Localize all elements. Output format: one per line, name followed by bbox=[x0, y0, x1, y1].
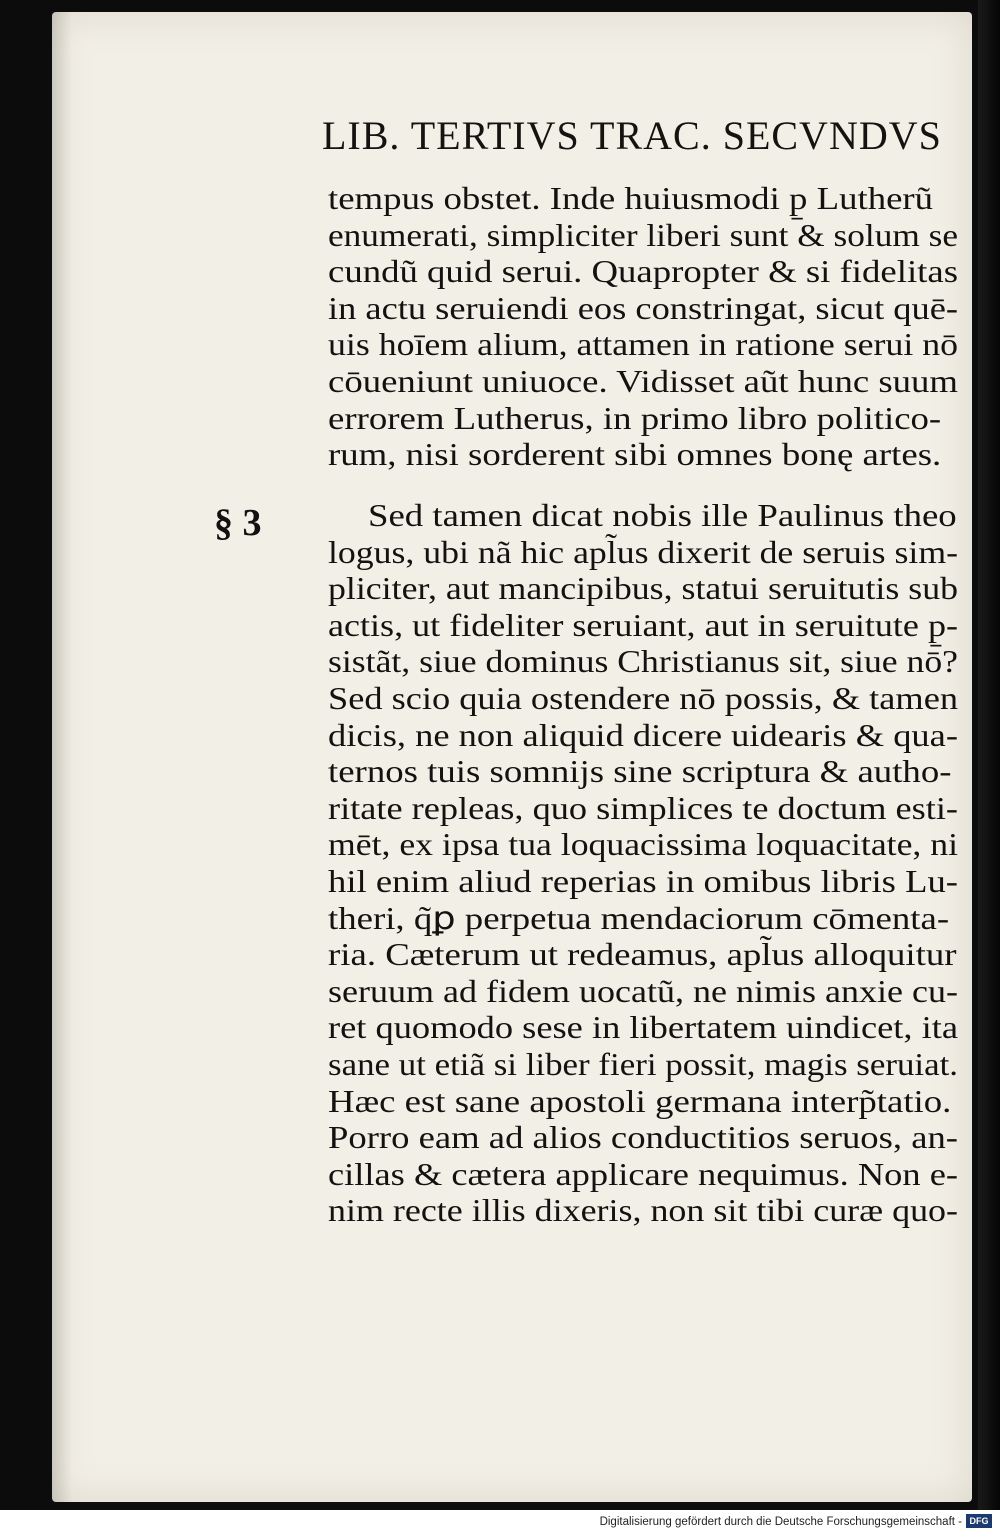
text-line: pliciter, aut mancipibus, statui seruitutis sub bbox=[328, 570, 958, 607]
text-line: mēt, ex ipsa tua loquacissima loquacitate, ni bbox=[328, 826, 959, 863]
text-line: cillas & cætera applicare nequimus. Non e- bbox=[328, 1155, 958, 1192]
text-line: dicis, ne non aliquid dicere uidearis & qua- bbox=[328, 716, 958, 753]
book-edge bbox=[978, 0, 1000, 1510]
text-line: enumerati, simpliciter liberi sunt & solum se bbox=[328, 216, 958, 253]
running-head: LIB. TERTIVS TRAC. SECVNDVS bbox=[322, 113, 942, 158]
text-line: theri, q̃ꝑ perpetua mendaciorum cōmenta- bbox=[328, 899, 950, 936]
text-line: rum, nisi sorderent sibi omnes bonę artes. bbox=[328, 436, 942, 473]
text-line: errorem Lutherus, in primo libro politico- bbox=[328, 399, 942, 436]
text-line: hil enim aliud reperias in omibus libris Lu- bbox=[328, 862, 958, 899]
text-line: nim recte illis dixeris, non sit tibi curæ quo- bbox=[328, 1192, 958, 1229]
paragraph-2 bbox=[328, 497, 958, 1229]
text-line: uis hoīem alium, attamen in ratione serui nō bbox=[328, 326, 958, 363]
text-line: Sed tamen dicat nobis ille Paulinus theo bbox=[368, 497, 957, 533]
text-line: Sed scio quia ostendere nō possis, & tamen bbox=[328, 679, 958, 716]
text-line: in actu seruiendi eos constringat, sicut quē- bbox=[328, 289, 958, 326]
text-line: tempus obstet. Inde huiusmodi p̱ Lutherũ bbox=[328, 180, 934, 216]
text-line: ret quomodo sese in libertatem uindicet, ita bbox=[328, 1009, 958, 1046]
text-line: ternos tuis somnijs sine scriptura & autho- bbox=[328, 753, 952, 790]
text-line: ria. Cæterum ut redeamus, apl̃us alloquitur bbox=[328, 936, 957, 973]
text-line: seruum ad fidem uocatũ, ne nimis anxie cu- bbox=[328, 972, 958, 1009]
text-line: sane ut etiã si liber fieri possit, magis seruiat. bbox=[328, 1045, 958, 1082]
dfg-logo: DFG bbox=[966, 1514, 992, 1528]
text-line: Porro eam ad alios conductitios seruos, an- bbox=[328, 1119, 958, 1156]
text-line: sistãt, siue dominus Christianus sit, siue nō? bbox=[328, 643, 958, 680]
text-line: Hæc est sane apostoli germana interp̃tatio. bbox=[328, 1082, 952, 1119]
text-line: cundũ quid serui. Quapropter & si fidelitas bbox=[328, 253, 958, 290]
text-line: cōueniunt uniuoce. Vidisset aũt hunc suum bbox=[328, 362, 958, 399]
text-line: logus, ubi nã hic apl̃us dixerit de seruis sim- bbox=[328, 533, 958, 570]
paragraph-1 bbox=[328, 180, 958, 473]
footer-credit: Digitalisierung gefördert durch die Deutsche Forschungsgemeinschaft - bbox=[599, 1516, 962, 1528]
text-line: actis, ut fideliter seruiant, aut in seruitute p̱- bbox=[328, 606, 958, 643]
text-line: ritate repleas, quo simplices te doctum esti- bbox=[328, 789, 958, 826]
section-mark: § 3 bbox=[214, 502, 262, 544]
